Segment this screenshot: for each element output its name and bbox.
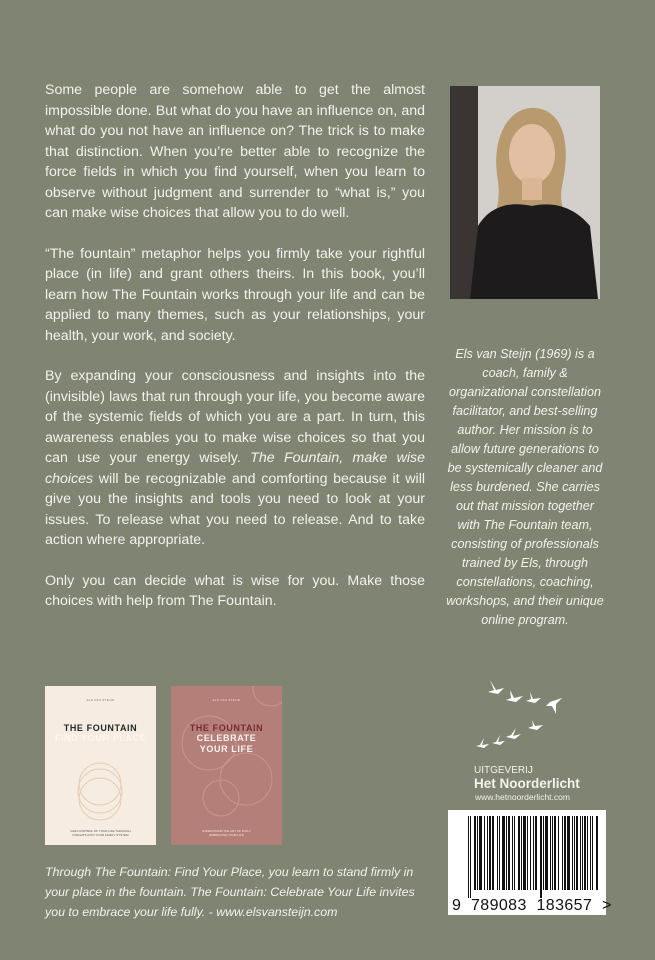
barcode-bar <box>572 816 573 890</box>
barcode-bar <box>499 816 500 890</box>
barcode-bar <box>582 816 583 890</box>
barcode-bar <box>545 816 548 890</box>
author-bio: Els van Steijn (1969) is a coach, family & organizational constellation facilitator, and best-selling author. Her mission is to allow future generations to be systemically cleaner and less burdened. She carries out that mission together with The Fountain team, consisting of professionals trained by Els, through constellations, coaching, workshops, and their unique online program. <box>446 347 604 627</box>
barcode-bar <box>535 816 537 890</box>
barcode-bar <box>540 816 542 898</box>
barcode-bar <box>552 816 553 890</box>
cover-title: THE FOUNTAIN <box>63 723 138 733</box>
barcode-bar <box>508 816 510 890</box>
barcode-bar <box>558 816 559 890</box>
cover-tagline: GAIN CONTROL OF YOUR LIFE THROUGH INSIGHTS INTO YOUR FAMILY SYSTEM <box>70 829 131 837</box>
barcode-bar <box>530 816 531 890</box>
barcode-bar <box>492 816 494 890</box>
barcode-bar <box>562 816 563 890</box>
barcode-bar <box>590 816 591 890</box>
barcode-bar <box>487 816 488 890</box>
barcode-bar <box>506 816 507 890</box>
barcode-bar <box>567 816 570 890</box>
cover-author: ELS VAN STEIJN <box>212 698 241 702</box>
barcode-bar <box>497 816 498 890</box>
barcode-bar <box>550 816 551 890</box>
book-title-inline: The Fountain, make wise choices <box>45 450 425 487</box>
barcode-bar <box>533 816 534 890</box>
barcode-bar <box>596 816 598 890</box>
barcode-bar <box>479 816 482 890</box>
isbn-barcode <box>448 810 612 915</box>
publisher-name: Het Noorderlicht <box>474 776 580 791</box>
barcode-bars <box>448 816 606 898</box>
barcode-bar <box>587 816 588 890</box>
barcode-bar <box>523 816 526 890</box>
author-photo <box>450 86 600 299</box>
barcode-bar <box>574 816 575 890</box>
book-cover-find-your-place <box>45 686 156 845</box>
blurb-paragraph <box>45 366 425 551</box>
barcode-bar <box>576 816 578 890</box>
publisher-logo <box>474 680 604 804</box>
blurb-text: will be recognizable and comforting because it will give you the insights and tools you need to look at your issues. To release what you need to release. And to take action where appropriate. <box>45 470 425 548</box>
barcode-bar <box>580 816 581 890</box>
barcode-bar <box>543 816 544 890</box>
barcode-bar <box>592 816 593 890</box>
barcode-bar <box>470 816 471 898</box>
barcode-bar <box>474 816 476 890</box>
publisher-label: UITGEVERIJ <box>474 765 533 776</box>
blurb-paragraph: “The fountain” metaphor helps you firmly take your rightful place (in life) and grant others theirs. In this book, you’ll learn how The Fountain works through your life and can be applied to many themes, such as your relationships, your health, your work, and society. <box>45 245 425 344</box>
book-cover-celebrate-your-life <box>171 686 282 845</box>
barcode-bar <box>521 816 522 890</box>
cover-subtitle: FIND YOUR PLACE <box>54 733 147 743</box>
back-cover-blurb <box>45 80 425 632</box>
barcode-bar <box>518 816 520 890</box>
blurb-text: By expanding your consciousness and insights into the (invisible) laws that run through your life, you become aware of the systemic fields of which you are a part. In turn, this awareness enables you to make wise choices so that you can use your energy wisely. <box>45 368 425 466</box>
publisher-url: www.hetnoorderlicht.com <box>475 792 570 802</box>
barcode-bar <box>527 816 528 890</box>
barcode-bar <box>489 816 491 890</box>
barcode-bar <box>564 816 566 890</box>
barcode-bar <box>484 816 485 890</box>
barcode-bar <box>512 816 513 890</box>
barcode-bar <box>468 816 469 898</box>
blurb-paragraph: Some people are somehow able to get the almost impossible done. But what do you have an influence on, and what do you not have an influence on? The trick is to make that distinction. When you’re better able to recognize the force fields in which you find yourself, when you learn to observe without judgment and surrender to “what is,” you can make wise choices that allow you to do well. <box>45 82 425 221</box>
birds-icon <box>474 680 574 760</box>
cover-title: THE FOUNTAIN <box>189 723 264 733</box>
covers-caption: Through The Fountain: Find Your Place, you learn to stand firmly in your place in the fountain. The Fountain: Celebrate Your Life invites you to embrace your life fully. - www.elsvansteijn.com <box>45 865 415 919</box>
barcode-bar <box>477 816 478 890</box>
isbn-number: 9 789083 183657 > <box>452 897 612 914</box>
barcode-bar <box>554 816 556 890</box>
cover-subtitle: CELEBRATE YOUR LIFE <box>196 733 257 754</box>
barcode-bar <box>584 816 586 890</box>
cover-author: ELS VAN STEIJN <box>86 698 115 702</box>
blurb-paragraph: Only you can decide what is wise for you. Make those choices with help from The Fountain. <box>45 572 425 609</box>
cover-tagline: UNDERSTAND THE ART OF FULLY EMBRACING YOUR LIFE <box>202 829 251 837</box>
barcode-bar <box>514 816 515 890</box>
barcode-bar <box>502 816 505 890</box>
